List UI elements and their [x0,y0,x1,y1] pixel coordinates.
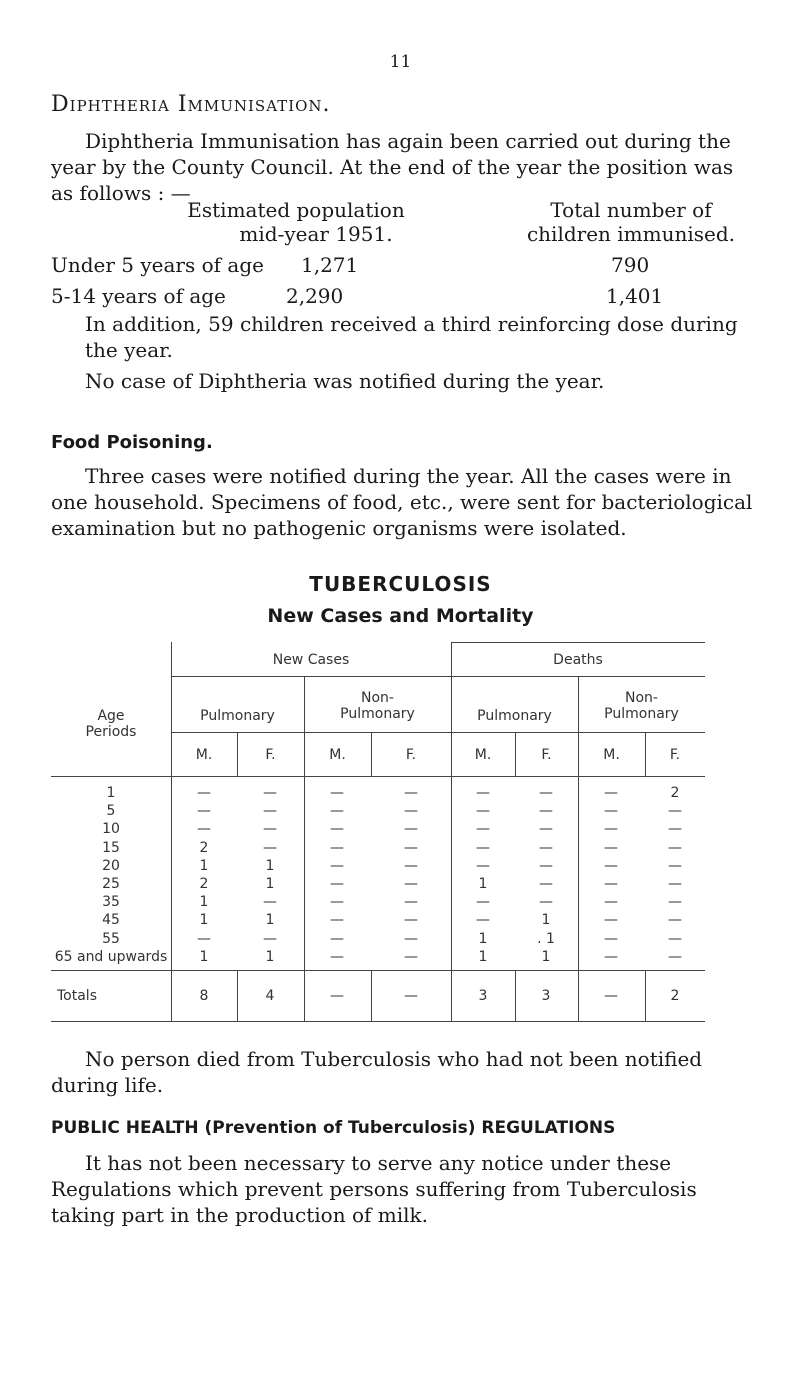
table-cell: — [330,930,344,947]
table-cell: 1 [199,948,209,965]
header-deaths: Deaths [553,652,603,668]
totals-cell: 4 [265,988,275,1004]
table-cell: — [330,839,344,856]
table-cell: 1 [265,948,275,965]
table-cell: — [539,803,553,820]
row-immunised: 1,401 [606,284,664,308]
table-cell: — [476,894,490,911]
table-cell: — [668,876,682,892]
table-cell: — [668,930,682,947]
totals-cell: 2 [670,988,680,1004]
tuberculosis-title: TUBERCULOSIS [309,572,492,596]
table-cell: — [476,803,490,820]
table-cell: 1 [478,930,488,947]
immunised-header [501,198,761,246]
table-cell: — [668,894,682,911]
totals-cell: 8 [199,988,209,1004]
row-population: 1,271 [301,253,359,277]
table-cell: — [668,857,682,874]
immunisation-row [51,284,755,308]
header-non-pulmonary-word: Pulmonary [604,706,679,722]
table-cell: — [604,894,618,911]
header-m: M. [603,747,620,763]
table-cell: — [404,912,418,929]
table-cell: — [604,839,618,856]
age-period: 35 [102,894,120,911]
table-cell: — [330,894,344,911]
table-cell: 1 [478,948,488,965]
row-label: Under 5 years of age [51,253,264,277]
header-new-non-pulmonary [304,690,451,722]
immunised-header-line1: Total number of [550,198,712,222]
page-number: 11 [389,52,412,72]
age-period: 1 [106,785,116,801]
table-cell: — [539,821,553,838]
food-poisoning-heading: Food Poisoning. [51,432,213,453]
table-cell: 2 [199,839,209,856]
totals-cell: — [604,988,618,1004]
population-header-line2: mid-year 1951. [239,222,393,246]
table-cell: — [604,821,618,838]
header-f: F. [265,747,276,763]
table-cell: — [330,785,344,801]
table-cell: — [476,785,490,801]
table-cell: — [404,894,418,911]
table-cell: — [330,912,344,929]
table-cell: — [263,821,277,838]
table-cell: 1 [541,912,551,929]
population-header-line1: Estimated population [187,198,405,222]
table-cell: — [668,821,682,838]
diphtheria-addition: In addition, 59 children received a third reinforcing dose during the year. [85,312,738,362]
table-cell: 1 [199,857,209,874]
totals-cell: — [404,988,418,1004]
header-new-cases: New Cases [272,652,350,668]
header-f: F. [669,747,681,763]
table-cell: — [330,948,344,965]
population-header [146,198,446,246]
table-cell: 2 [199,876,209,892]
table-cell: — [404,803,418,820]
header-age-periods [51,708,171,740]
table-cell: — [604,857,618,874]
table-cell: — [668,912,682,929]
totals-cell: 3 [478,988,488,1004]
table-cell: 1 [478,876,488,892]
table-cell: — [197,930,211,947]
table-cell: — [539,839,553,856]
row-immunised: 790 [611,253,650,277]
regulations-text: It has not been necessary to serve any notice under these Regulations which prevent persons suffering from Tuberculosis taking part in the production of milk. [51,1151,697,1227]
table-cell: — [330,857,344,874]
table-cell: — [539,785,553,801]
header-f: F. [541,747,552,763]
diphtheria-no-case: No case of Diphtheria was notified during the year. [85,369,605,393]
table-cell: — [263,839,277,856]
table-cell: 1 [265,857,275,874]
table-cell: — [668,839,682,856]
table-cell: . 1 [537,930,555,947]
table-cell: — [668,948,682,965]
table-cell: — [476,912,490,929]
table-cell: — [263,785,277,801]
header-non: Non- [361,690,394,706]
table-cell: — [330,821,344,838]
table-cell: — [604,930,618,947]
age-period: 5 [106,803,116,820]
table-cell: — [604,912,618,929]
table-cell: 1 [199,912,209,929]
totals-cell: — [330,988,344,1004]
table-cell: — [604,948,618,965]
food-poisoning-text: Three cases were notified during the year. All the cases were in one household. Specimens of food, etc., were sent for bacteriological examination but no pathogenic organisms were isolated. [51,464,753,540]
table-cell: 1 [541,948,551,965]
age-period: 65 and upwards [54,948,168,965]
table-cell: — [476,839,490,856]
table-cell: 1 [265,912,275,929]
tuberculosis-table [51,642,705,1022]
header-age: Age [97,708,125,724]
table-cell: — [330,803,344,820]
age-period: 20 [102,857,120,874]
immunised-header-line2: children immunised. [526,222,736,246]
table-cell: — [404,857,418,874]
table-cell: — [263,930,277,947]
table-cell: — [404,930,418,947]
age-period: 45 [102,912,120,929]
header-new-pulmonary: Pulmonary [200,708,275,724]
table-cell: — [404,839,418,856]
age-period: 25 [102,876,120,892]
table-cell: — [330,876,344,892]
table-cell: — [476,821,490,838]
table-cell: — [539,857,553,874]
table-cell: — [539,894,553,911]
header-m: M. [329,747,346,763]
header-non-pulmonary-word: Pulmonary [340,706,415,722]
table-cell: — [197,785,211,801]
regulations-heading: PUBLIC HEALTH (Prevention of Tuberculosis) REGULATIONS [51,1118,616,1138]
table-cell: — [604,876,618,892]
header-f: F. [405,747,417,763]
table-cell: — [404,785,418,801]
table-cell: 1 [199,894,209,911]
age-period: 15 [102,839,120,856]
table-cell: — [668,803,682,820]
header-deaths-non-pulmonary [578,690,705,722]
table-cell: — [476,857,490,874]
totals-label: Totals [57,988,97,1004]
row-label: 5-14 years of age [51,284,226,308]
header-periods: Periods [85,724,137,740]
header-m: M. [195,747,213,763]
header-non: Non- [625,690,658,706]
table-cell: — [263,803,277,820]
age-period: 10 [102,821,120,838]
diphtheria-heading: Diphtheria Immunisation. [51,92,331,117]
table-cell: — [604,785,618,801]
row-population: 2,290 [286,284,344,308]
header-m: M. [474,747,492,763]
table-cell: — [404,821,418,838]
table-cell: 2 [670,785,680,801]
table-cell: — [539,876,553,892]
table-cell: — [404,876,418,892]
totals-cell: 3 [541,988,551,1004]
table-cell: — [604,803,618,820]
table-cell: — [404,948,418,965]
tuberculosis-subtitle: New Cases and Mortality [267,605,534,627]
table-cell: — [197,803,211,820]
header-deaths-pulmonary: Pulmonary [477,708,552,724]
table-cell: 1 [265,876,275,892]
immunisation-row [51,253,755,277]
diphtheria-intro: Diphtheria Immunisation has again been carried out during the year by the County Council. At the end of the year the position was as follows : — [51,129,734,205]
table-cell: — [263,894,277,911]
table-cell: — [197,821,211,838]
age-period: 55 [102,930,120,947]
tuberculosis-note: No person died from Tuberculosis who had not been notified during life. [51,1047,703,1097]
